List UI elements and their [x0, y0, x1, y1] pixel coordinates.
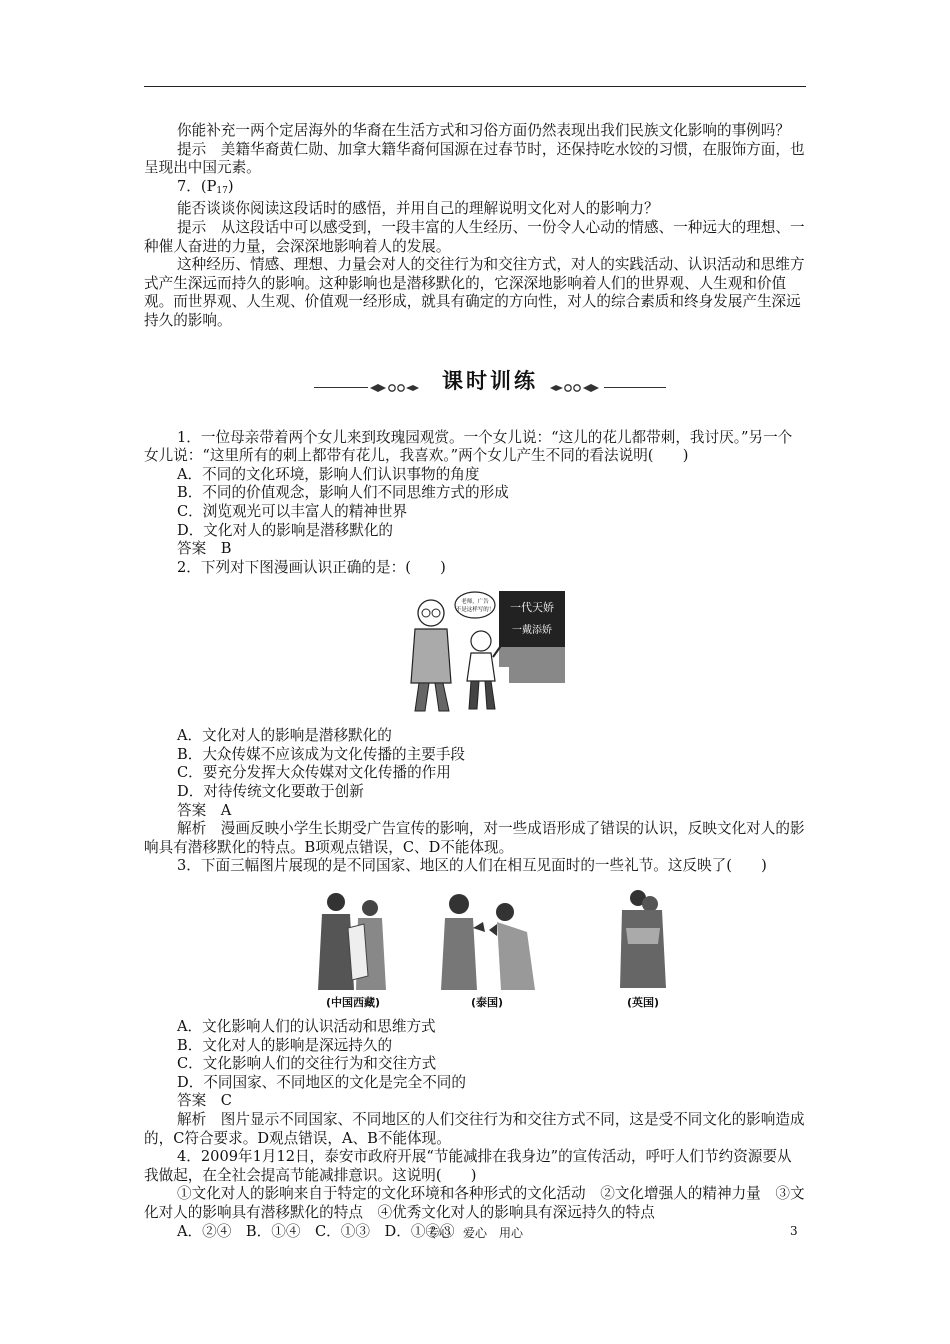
header-rule: [144, 86, 806, 87]
q1-option-d: D．文化对人的影响是潜移默化的: [177, 521, 394, 539]
q3-stem: 3．下面三幅图片展现的是不同国家、地区的人们在相互见面时的一些礼节。这反映了( ): [177, 857, 767, 875]
photo-thailand: [431, 888, 543, 1013]
page-number: 3: [790, 1224, 798, 1238]
page-footer: [0, 1224, 950, 1244]
q3-analysis: 解析 图片显示不同国家、不同地区的人们交往行为和交往方式不同，这是受不同文化的影响造成的，C符合要求。D观点错误，A、B不能体现。: [144, 1111, 805, 1147]
item-7-label: 7．$(P_{17})$: [177, 177, 234, 196]
page-content: [144, 122, 806, 1241]
q1-answer: 答案 B: [177, 540, 232, 558]
q3-photo-row: [144, 888, 806, 1012]
q2-option-c: C．要充分发挥大众传媒对文化传播的作用: [177, 764, 451, 782]
comic-board-bottom-text: 一戴添娇: [512, 625, 552, 637]
svg-text:不是这样写的！: 不是这样写的！: [455, 607, 495, 614]
svg-text:老师，广告: 老师，广告: [461, 599, 489, 606]
q2-option-b: B．大众传媒不应该成为文化传播的主要手段: [177, 745, 466, 763]
section-title: 课时训练: [442, 368, 538, 393]
footer-motto: 专心 爱心 用心: [426, 1226, 523, 1240]
q4-statements: ①文化对人的影响来自于特定的文化环境和各种形式的文化活动 ②文化增强人的精神力量 ③文化对人的影响具有潜移默化的特点 ④优秀文化对人的影响具有深远持久的特点: [144, 1185, 805, 1221]
q3-option-a: A．文化影响人们的认识活动和思维方式: [177, 1018, 436, 1036]
tibet-greeting-illustration: [312, 888, 394, 992]
photo-caption-britain: (英国): [626, 996, 660, 1010]
thailand-greeting-illustration: [431, 888, 543, 992]
q4-choices: A．②④ B．①④ C．①③ D．①②③: [177, 1222, 455, 1240]
q1-option-a: A．不同的文化环境，影响人们认识事物的角度: [177, 465, 480, 483]
intro-question: 你能补充一两个定居海外的华裔在生活方式和习俗方面仍然表现出我们民族文化影响的事例吗？: [177, 122, 790, 139]
q3-option-c: C．文化影响人们的交往行为和交往方式: [177, 1055, 437, 1073]
intro-question-2: 能否谈谈你阅读这段话时的感悟，并用自己的理解说明文化对人的影响力？: [177, 200, 659, 218]
ornament-left-icon: [368, 379, 420, 397]
intro-hint: 提示 美籍华裔黄仁勋、加拿大籍华裔何国源在过春节时，还保持吃水饺的习惯，在服饰方面，也呈现出中国元素。: [144, 140, 805, 177]
q3-option-b: B．文化对人的影响是深远持久的: [177, 1036, 393, 1054]
heading-line-right: [604, 387, 666, 388]
q2-comic-illustration: [399, 583, 569, 721]
comic-board-top-text: 一代天娇: [510, 601, 554, 615]
q1-option-b: B．不同的价值观念，影响人们不同思维方式的形成: [177, 484, 509, 502]
photo-tibet: [312, 888, 394, 1013]
photo-caption-tibet: (中国西藏): [325, 996, 381, 1010]
q3-answer: 答案 C: [177, 1092, 232, 1110]
q1-stem: 1．一位母亲带着两个女儿来到玫瑰园观赏。一个女儿说：“这儿的花儿都带刺，我讨厌。”另一个女儿说：“这里所有的刺上都带有花儿，我喜欢。”两个女儿产生不同的看法说明( ): [144, 428, 793, 465]
britain-greeting-illustration: [612, 888, 674, 992]
heading-line-left: [314, 387, 368, 388]
intro-paragraph: 这种经历、情感、理想、力量会对人的交往行为和交往方式，对人的实践活动、认识活动和思维方式产生深远而持久的影响。这种影响也是潜移默化的，它深深地影响着人们的世界观、人生观和价值观。而世界观、人生观、价值观一经形成，就具有确定的方向性，对人的综合素质和终身发展产生深远持久的影响。: [144, 256, 805, 329]
q2-answer: 答案 A: [177, 801, 232, 819]
q2-analysis: 解析 漫画反映小学生长期受广告宣传的影响，对一些成语形成了错误的认识，反映文化对人的影响具有潜移默化的特点。B项观点错误，C、D不能体现。: [144, 820, 805, 856]
intro-hint-2: 提示 从这段话中可以感受到，一段丰富的人生经历、一份令人心动的情感、一种远大的理想、一种催人奋进的力量，会深深地影响着人的发展。: [144, 218, 805, 255]
q2-option-d: D．对待传统文化要敢于创新: [177, 783, 364, 801]
q4-stem: 4．2009年1月12日，泰安市政府开展“节能减排在我身边”的宣传活动，呼吁人们节约资源要从我做起，在全社会提高节能减排意识。这说明( ): [144, 1148, 792, 1184]
ornament-right-icon: [549, 379, 601, 397]
photo-caption-thailand: (泰国): [470, 996, 504, 1010]
section-heading: [144, 368, 806, 405]
q2-stem: 2．下列对下图漫画认识正确的是：( ): [177, 558, 446, 576]
q1-option-c: C．浏览观光可以丰富人的精神世界: [177, 502, 408, 520]
q3-option-d: D．不同国家、不同地区的文化是完全不同的: [177, 1073, 466, 1091]
photo-britain: [612, 888, 674, 1013]
q2-option-a: A．文化对人的影响是潜移默化的: [177, 727, 392, 745]
